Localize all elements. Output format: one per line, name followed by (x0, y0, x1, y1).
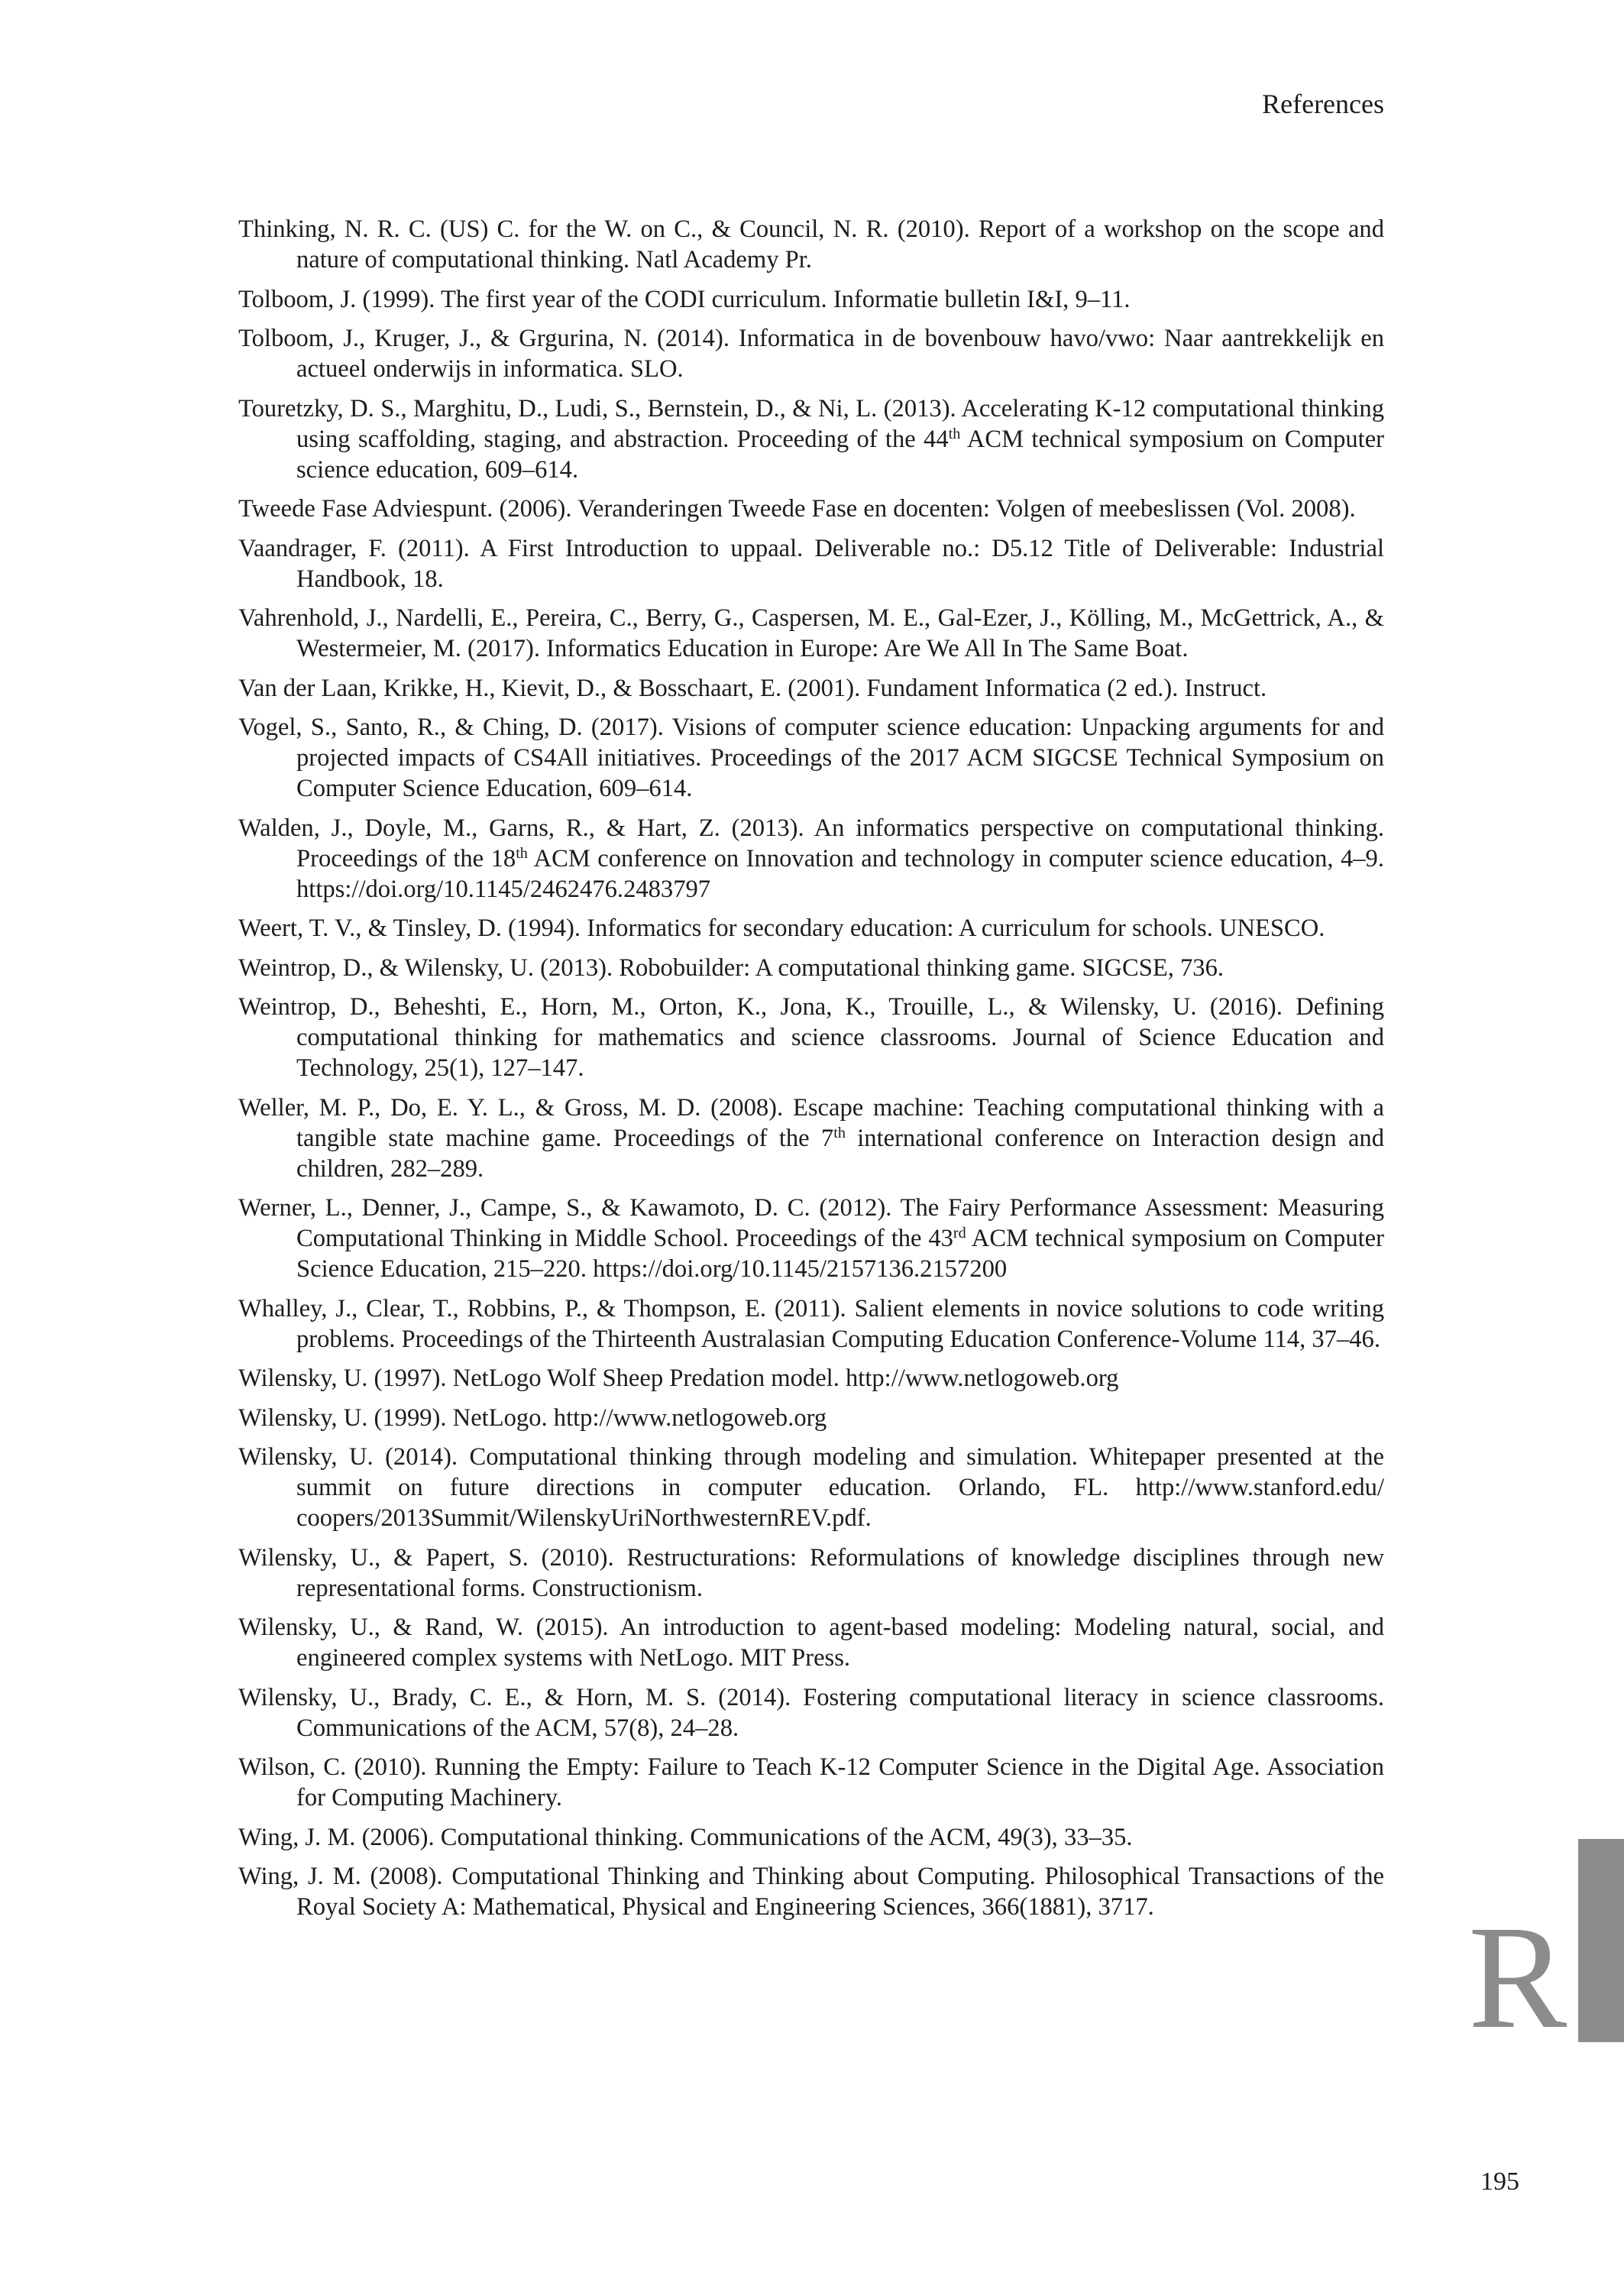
ordinal-suffix: rd (953, 1224, 966, 1242)
reference-item: Vahrenhold, J., Nardelli, E., Pereira, C., Berry, G., Caspersen, M. E., Gal-Ezer, J., Kölling, M., McGettrick, A., & Westermeier, M. (2017). Informatics Education in Europe: Are We All In The Same Boat. (238, 604, 1384, 662)
reference-item: Wilensky, U. (2014). Computational thinking through modeling and simulation. Whitepaper presented at the summit on future directions in computer education. Orlando, FL. http://www.stanford.edu/ coopers/2013Summit/WilenskyUriNorthwesternREV.pdf. (238, 1443, 1384, 1532)
reference-item (238, 393, 1384, 485)
reference-text: ACM technical symposium on Computer Science Education, 215–220. https://doi.org/10.1145/2157136.2157200 (296, 1225, 1384, 1283)
reference-item (238, 1193, 1384, 1284)
reference-text: Touretzky, D. S., Marghitu, D., Ludi, S., Bernstein, D., & Ni, L. (2013). Accelerating K-12 computational thinking using scaffolding, staging, and abstraction. Proceeding of the 44 (238, 394, 1384, 453)
thumb-index-tab (1578, 1839, 1624, 2042)
reference-item: Wilensky, U. (1999). NetLogo. http://www.netlogoweb.org (238, 1403, 827, 1432)
thumb-index-letter: R (1468, 1895, 1567, 2059)
ordinal-suffix: th (516, 844, 528, 862)
reference-item: Tolboom, J., Kruger, J., & Grgurina, N. (2014). Informatica in de bovenbouw havo/vwo: Naar aantrekkelijk en actueel onderwijs in informatica. SLO. (238, 325, 1384, 383)
reference-text: ACM technical symposium on Computer science education, 609–614. (296, 425, 1385, 484)
reference-item: Weintrop, D., & Wilensky, U. (2013). Robobuilder: A computational thinking game. SIGCSE, 736. (238, 953, 1224, 982)
reference-item: Wilensky, U. (1997). NetLogo Wolf Sheep Predation model. http://www.netlogoweb.org (238, 1365, 1119, 1392)
reference-item: Wilson, C. (2010). Running the Empty: Failure to Teach K-12 Computer Science in the Digital Age. Association for Computing Machinery. (238, 1753, 1384, 1811)
page-number: 195 (1480, 2167, 1519, 2196)
reference-item: Vogel, S., Santo, R., & Ching, D. (2017). Visions of computer science education: Unpacking arguments for and projected impacts of CS4All initiatives. Proceedings of the 2017 ACM SIGCSE Technical Symposium on Computer Science Education, 609–614. (238, 714, 1384, 802)
reference-item: Wilensky, U., & Rand, W. (2015). An introduction to agent-based modeling: Modeling natural, social, and engineered complex systems with NetLogo. MIT Press. (238, 1614, 1384, 1672)
reference-item (238, 1093, 1384, 1184)
reference-item: Weert, T. V., & Tinsley, D. (1994). Informatics for secondary education: A curriculum for schools. UNESCO. (238, 915, 1325, 942)
reference-item: Wilensky, U., & Papert, S. (2010). Restructurations: Reformulations of knowledge disciplines through new representational forms. Constructionism. (238, 1543, 1384, 1602)
ordinal-suffix: th (833, 1124, 846, 1141)
reference-list (238, 214, 1384, 1931)
reference-item: Thinking, N. R. C. (US) C. for the W. on C., & Council, N. R. (2010). Report of a workshop on the scope and nature of computational thinking. Natl Academy Pr. (238, 215, 1384, 274)
reference-item: Weintrop, D., Beheshti, E., Horn, M., Orton, K., Jona, K., Trouille, L., & Wilensky, U. (2016). Defining computational thinking for mathematics and science classrooms. Journal of Science Education and Technology, 25(1), 127–147. (238, 993, 1384, 1082)
reference-item: Tweede Fase Adviespunt. (2006). Veranderingen Tweede Fase en docenten: Volgen of meebeslissen (Vol. 2008). (238, 495, 1356, 523)
reference-item: Vaandrager, F. (2011). A First Introduction to uppaal. Deliverable no.: D5.12 Title of Deliverable: Industrial Handbook, 18. (238, 534, 1384, 593)
reference-text: international conference on Interaction design and children, 282–289. (296, 1124, 1384, 1183)
reference-item: Van der Laan, Krikke, H., Kievit, D., & Bosschaart, E. (2001). Fundament Informatica (2 ed.). Instruct. (238, 674, 1267, 702)
reference-item: Tolboom, J. (1999). The first year of the CODI curriculum. Informatie bulletin I&I, 9–11. (238, 285, 1131, 313)
ordinal-suffix: th (948, 425, 961, 442)
reference-item: Wilensky, U., Brady, C. E., & Horn, M. S. (2014). Fostering computational literacy in science classrooms. Communications of the ACM, 57(8), 24–28. (238, 1683, 1384, 1742)
reference-item: Whalley, J., Clear, T., Robbins, P., & Thompson, E. (2011). Salient elements in novice solutions to code writing problems. Proceedings of the Thirteenth Australasian Computing Education Conference-Volume 114, 37–46. (238, 1294, 1384, 1353)
reference-item: Wing, J. M. (2006). Computational thinking. Communications of the ACM, 49(3), 33–35. (238, 1823, 1133, 1851)
reference-text: Werner, L., Denner, J., Campe, S., & Kawamoto, D. C. (2012). The Fairy Performance Assessment: Measuring Computational Thinking in Middle School. Proceedings of the 43 (238, 1194, 1384, 1252)
reference-item: Wing, J. M. (2008). Computational Thinking and Thinking about Computing. Philosophical Transactions of the Royal Society A: Mathematical, Physical and Engineering Sciences, 366(1881), 3717. (238, 1863, 1384, 1921)
reference-text: Weller, M. P., Do, E. Y. L., & Gross, M. D. (2008). Escape machine: Teaching computational thinking with a tangible state machine game. Proceedings of the 7 (238, 1093, 1384, 1152)
running-header: References (1262, 89, 1384, 119)
reference-text: ACM conference on Innovation and technology in computer science education, 4–9. https://doi.org/10.1145/2462476.2483797 (296, 844, 1384, 903)
reference-text: Walden, J., Doyle, M., Garns, R., & Hart, Z. (2013). An informatics perspective on computational thinking. Proceedings of the 18 (238, 814, 1384, 872)
reference-item (238, 813, 1384, 905)
